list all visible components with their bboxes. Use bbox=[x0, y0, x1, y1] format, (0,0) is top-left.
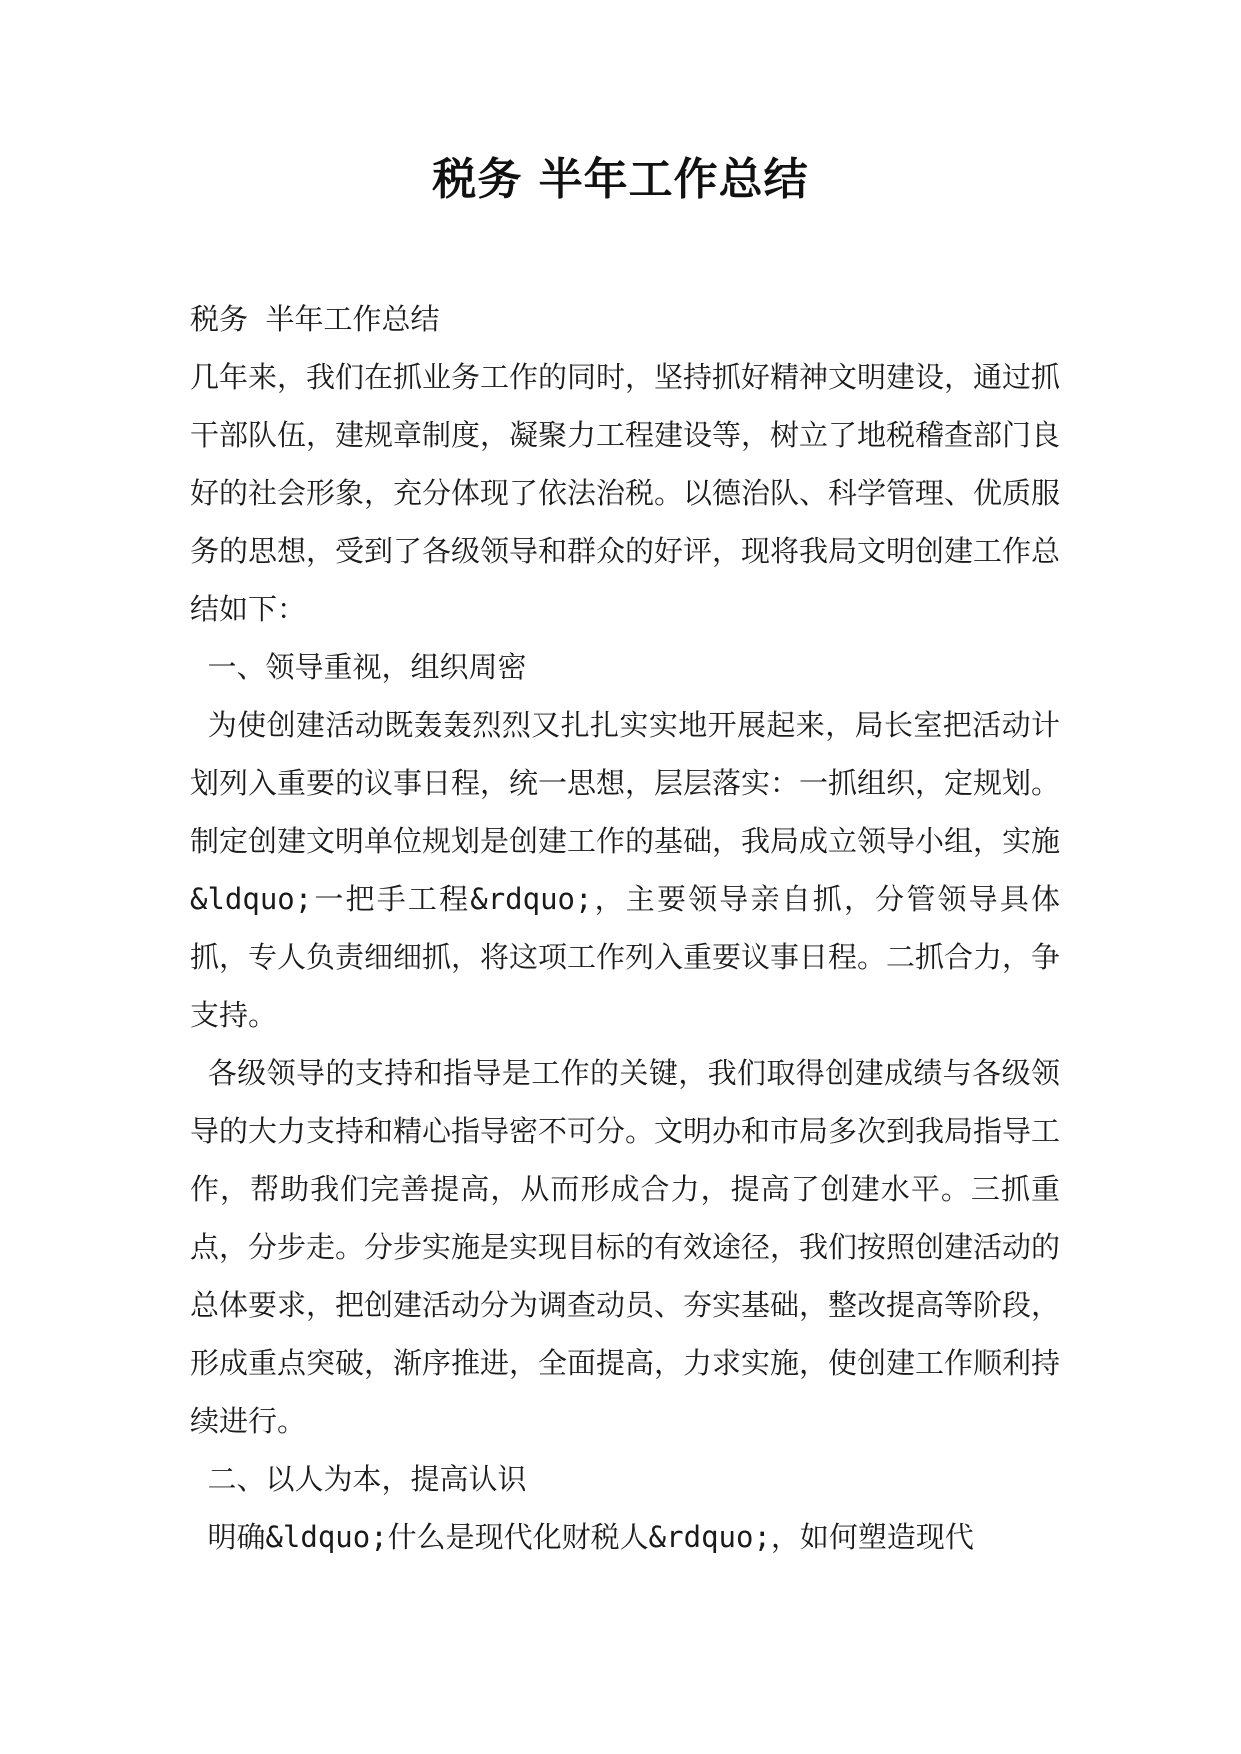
section-1-paragraph-1: 为使创建活动既轰轰烈烈又扎扎实实地开展起来，局长室把活动计划列入重要的议事日程，统一思想，层层落实：一抓组织，定规划。制定创建文明单位规划是创建工作的基础，我局成立领导小组，实施&ldquo;一把手工程&rdquo;，主要领导亲自抓，分管领导具体抓，专人负责细细抓，将这项工作列入重要议事日程。二抓合力，争支持。 bbox=[190, 708, 1061, 1032]
section-heading-2: 二、以人为本，提高认识 bbox=[190, 1462, 527, 1496]
document-body bbox=[190, 290, 1060, 1566]
document-title: 税务 半年工作总结 bbox=[432, 154, 809, 205]
subtitle-line: 税务 半年工作总结 bbox=[190, 302, 440, 336]
intro-paragraph: 几年来，我们在抓业务工作的同时，坚持抓好精神文明建设，通过抓干部队伍，建规章制度，凝聚力工程建设等，树立了地税稽查部门良好的社会形象，充分体现了依法治税。以德治队、科学管理、优质服务的思想，受到了各级领导和群众的好评，现将我局文明创建工作总结如下： bbox=[190, 360, 1061, 626]
section-heading-1: 一、领导重视，组织周密 bbox=[190, 650, 527, 684]
section-1-paragraph-2: 各级领导的支持和指导是工作的关键，我们取得创建成绩与各级领导的大力支持和精心指导密不可分。文明办和市局多次到我局指导工作，帮助我们完善提高，从而形成合力，提高了创建水平。三抓重点，分步走。分步实施是实现目标的有效途径，我们按照创建活动的总体要求，把创建活动分为调查动员、夯实基础，整改提高等阶段，形成重点突破，渐序推进，全面提高，力求实施，使创建工作顺利持续进行。 bbox=[190, 1056, 1061, 1438]
section-2-paragraph-1: 明确&ldquo;什么是现代化财税人&rdquo;，如何塑造现代 bbox=[190, 1520, 974, 1554]
